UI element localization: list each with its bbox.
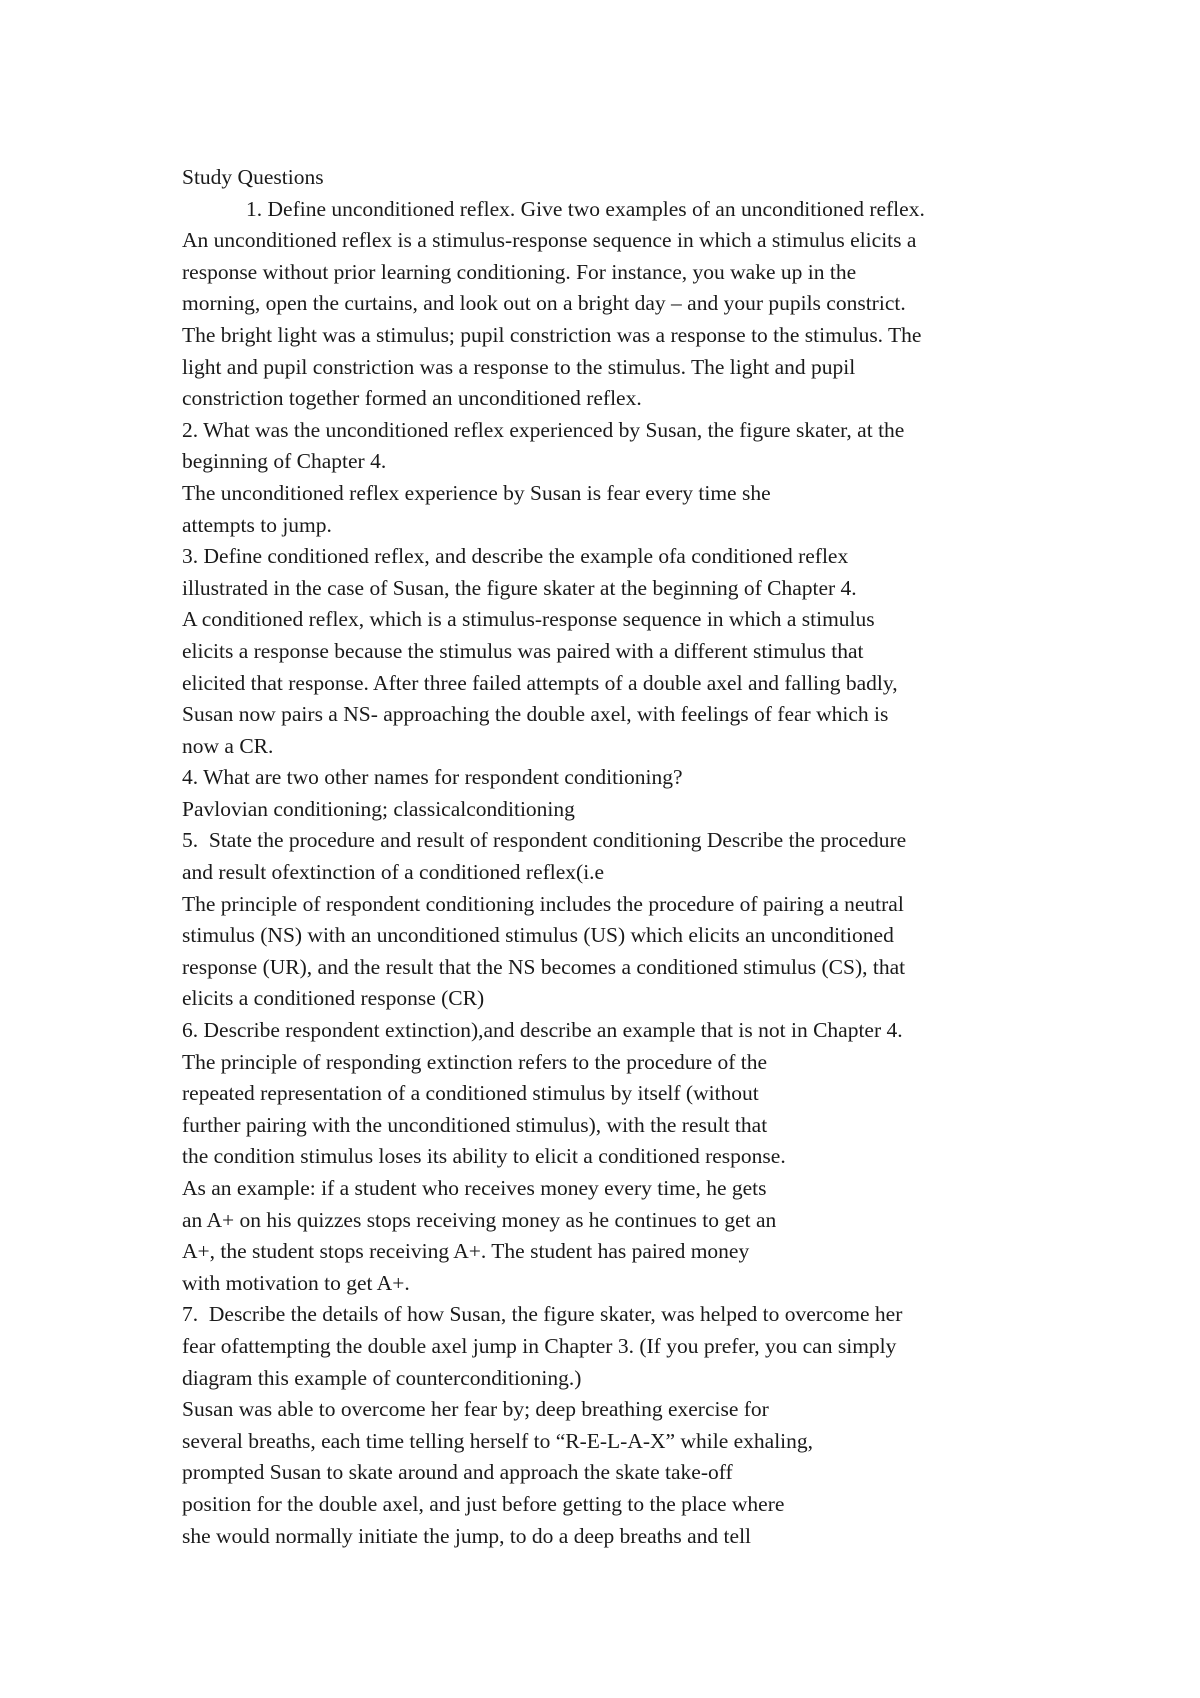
answer-line: elicits a conditioned response (CR)	[182, 986, 485, 1011]
answer-line: with motivation to get A+.	[182, 1270, 410, 1295]
answer-line: stimulus (NS) with an unconditioned stimulus (US) which elicits an unconditioned	[182, 923, 894, 948]
answer-line: prompted Susan to skate around and approach the skate take-off	[182, 1460, 733, 1485]
answer-line: elicited that response. After three failed attempts of a double axel and falling badly,	[182, 670, 898, 695]
answer-line: the condition stimulus loses its ability to elicit a conditioned response.	[182, 1144, 786, 1169]
answer-line: As an example: if a student who receives money every time, he gets	[182, 1176, 767, 1200]
answer-line: The principle of respondent conditioning includes the procedure of pairing a neutral	[182, 891, 904, 916]
question-4: 4. What are two other names for respondent conditioning?	[182, 765, 683, 790]
question-3: 3. Define conditioned reflex, and describe the example ofa conditioned reflex	[182, 544, 849, 569]
document-body	[182, 162, 1062, 1552]
question-6: 6. Describe respondent extinction),and describe an example that is not in Chapter 4.	[182, 1018, 903, 1043]
question-line: fear ofattempting the double axel jump in Chapter 3. (If you prefer, you can simply	[182, 1333, 897, 1358]
question-line: illustrated in the case of Susan, the figure skater at the beginning of Chapter 4.	[182, 575, 857, 600]
question-1: 1. Define unconditioned reflex. Give two examples of an unconditioned reflex.	[246, 196, 925, 221]
question-5: 5. State the procedure and result of respondent conditioning Describe the procedure	[182, 828, 907, 853]
question-2: 2. What was the unconditioned reflex experienced by Susan, the figure skater, at the	[182, 417, 905, 442]
answer-line: The unconditioned reflex experience by Susan is fear every time she	[182, 480, 771, 505]
answer-line: light and pupil constriction was a response to the stimulus. The light and pupil	[182, 354, 856, 379]
answer-line: now a CR.	[182, 733, 274, 758]
answer-line: constriction together formed an unconditioned reflex.	[182, 386, 642, 411]
answer-line: an A+ on his quizzes stops receiving money as he continues to get an	[182, 1207, 777, 1232]
question-line: diagram this example of counterconditioning.)	[182, 1365, 582, 1390]
answer-line: Pavlovian conditioning; classicalconditioning	[182, 796, 575, 821]
answer-line: morning, open the curtains, and look out on a bright day – and your pupils constrict.	[182, 291, 906, 316]
answer-line: The bright light was a stimulus; pupil constriction was a response to the stimulus. The	[182, 322, 922, 347]
answer-line: several breaths, each time telling herself to “R-E-L-A-X” while exhaling,	[182, 1428, 814, 1453]
question-7: 7. Describe the details of how Susan, the figure skater, was helped to overcome her	[182, 1302, 903, 1327]
answer-line: Susan now pairs a NS- approaching the double axel, with feelings of fear which is	[182, 702, 889, 727]
answer-line: response (UR), and the result that the NS becomes a conditioned stimulus (CS), that	[182, 954, 906, 979]
answer-line: A conditioned reflex, which is a stimulus-response sequence in which a stimulus	[182, 607, 875, 632]
answer-line: response without prior learning conditioning. For instance, you wake up in the	[182, 259, 857, 284]
answer-line: An unconditioned reflex is a stimulus-response sequence in which a stimulus elicits a	[182, 228, 917, 253]
answer-line: repeated representation of a conditioned stimulus by itself (without	[182, 1081, 759, 1106]
answer-line: further pairing with the unconditioned stimulus), with the result that	[182, 1112, 768, 1137]
answer-line: she would normally initiate the jump, to do a deep breaths and tell	[182, 1523, 752, 1548]
answer-line: A+, the student stops receiving A+. The student has paired money	[182, 1239, 750, 1264]
document-heading: Study Questions	[182, 165, 324, 189]
answer-line: The principle of responding extinction refers to the procedure of the	[182, 1049, 768, 1074]
question-line: and result ofextinction of a conditioned reflex(i.e	[182, 860, 605, 885]
answer-line: attempts to jump.	[182, 512, 332, 537]
answer-line: Susan was able to overcome her fear by; deep breathing exercise for	[182, 1397, 769, 1422]
question-line: beginning of Chapter 4.	[182, 449, 387, 474]
answer-line: position for the double axel, and just before getting to the place where	[182, 1491, 785, 1516]
answer-line: elicits a response because the stimulus was paired with a different stimulus that	[182, 638, 864, 663]
